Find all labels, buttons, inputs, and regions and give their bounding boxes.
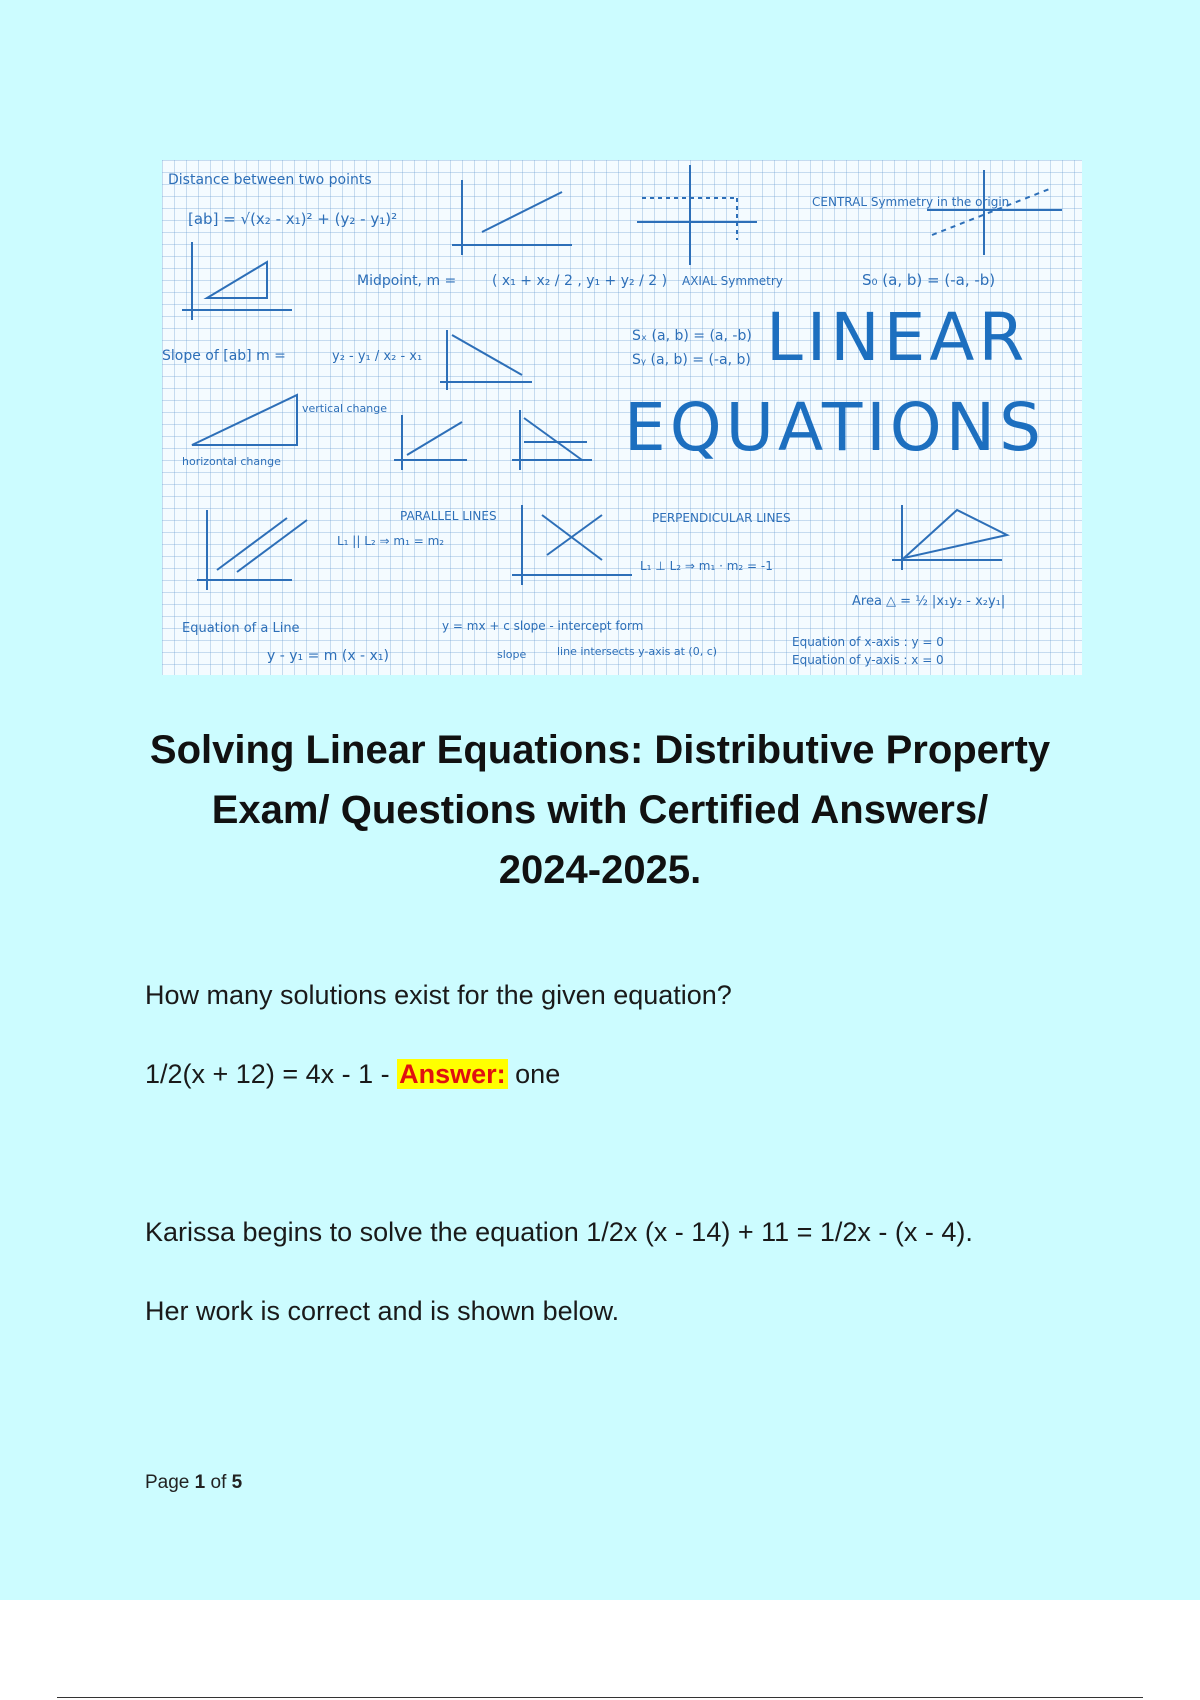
- question-1-equation: [145, 1057, 560, 1091]
- line-intersects: line intersects y-axis at (0, c): [557, 645, 718, 658]
- area-triangle-graph: [892, 505, 1007, 570]
- banner-illustration: [162, 160, 1082, 675]
- title-line-2: Exam/ Questions with Certified Answers/: [211, 788, 989, 832]
- parallel-lines-label: PARALLEL LINES: [400, 509, 497, 523]
- question-1-text: How many solutions exist for the given equation?: [145, 980, 732, 1010]
- vertical-change: vertical change: [302, 402, 387, 415]
- midpoint-formula: ( x₁ + x₂ / 2 , y₁ + y₂ / 2 ): [492, 273, 668, 289]
- x-axis-equation: Equation of x-axis : y = 0: [792, 635, 944, 649]
- page-number: [145, 1472, 242, 1494]
- question-2-note: Her work is correct and is shown below.: [145, 1296, 620, 1326]
- axial-sy: Sᵧ (a, b) = (-a, b): [632, 352, 751, 368]
- parallel-formula: L₁ || L₂ ⇒ m₁ = m₂: [337, 534, 445, 548]
- answer-value: one: [507, 1059, 561, 1089]
- central-symmetry-label: CENTRAL Symmetry in the origin: [812, 195, 1010, 209]
- slope-graph: [452, 180, 572, 255]
- equation-of-line-label: Equation of a Line: [182, 621, 300, 636]
- right-triangle: [192, 395, 297, 445]
- midpoint-label: Midpoint, m =: [357, 273, 457, 289]
- equation-of-line: y - y₁ = m (x - x₁): [267, 648, 389, 664]
- parallel-graph: [197, 510, 307, 590]
- central-formula: S₀ (a, b) = (-a, -b): [862, 271, 996, 289]
- perpendicular-graph: [512, 505, 632, 585]
- slope-label: Slope of [ab] m =: [162, 348, 286, 364]
- axial-graph: [637, 165, 757, 265]
- title-line-1: Solving Linear Equations: Distributive Property: [149, 728, 1051, 772]
- page-bottom-rule: [57, 1697, 1143, 1698]
- slope-formula: y₂ - y₁ / x₂ - x₁: [332, 349, 423, 364]
- horizontal-change: horizontal change: [182, 455, 281, 468]
- perpendicular-lines-label: PERPENDICULAR LINES: [652, 511, 791, 525]
- big-title-linear: LINEAR: [766, 299, 1029, 376]
- title-line-3: 2024-2025.: [498, 848, 702, 892]
- big-title-equations: EQUATIONS: [624, 389, 1045, 466]
- answer-label: Answer:: [399, 1059, 506, 1089]
- document-title: [100, 720, 1100, 900]
- slope-intercept: y = mx + c slope - intercept form: [442, 619, 644, 633]
- slope-word: slope: [497, 648, 527, 661]
- central-graph: [927, 170, 1062, 255]
- slope-sign-graphs: [394, 330, 592, 470]
- distance-graph: [182, 242, 292, 320]
- area-formula: Area △ = ½ |x₁y₂ - x₂y₁|: [852, 594, 1006, 609]
- axial-sx: Sₓ (a, b) = (a, -b): [632, 328, 752, 344]
- page-word: Page: [145, 1472, 195, 1493]
- distance-formula: [ab] = √(x₂ - x₁)² + (y₂ - y₁)²: [188, 210, 398, 228]
- linear-equations-banner-image: [162, 160, 1082, 675]
- question-2-text: Karissa begins to solve the equation 1/2x (x - 14) + 11 = 1/2x - (x - 4).: [145, 1217, 973, 1247]
- page-current: 1: [194, 1472, 206, 1493]
- equation-text: 1/2(x + 12) = 4x - 1 -: [145, 1059, 398, 1089]
- y-axis-equation: Equation of y-axis : x = 0: [792, 653, 944, 667]
- distance-label: Distance between two points: [168, 172, 372, 188]
- page-total: 5: [231, 1472, 243, 1493]
- perpendicular-formula: L₁ ⊥ L₂ ⇒ m₁ · m₂ = -1: [640, 559, 773, 573]
- of-word: of: [205, 1472, 232, 1493]
- axial-symmetry-label: AXIAL Symmetry: [682, 274, 783, 288]
